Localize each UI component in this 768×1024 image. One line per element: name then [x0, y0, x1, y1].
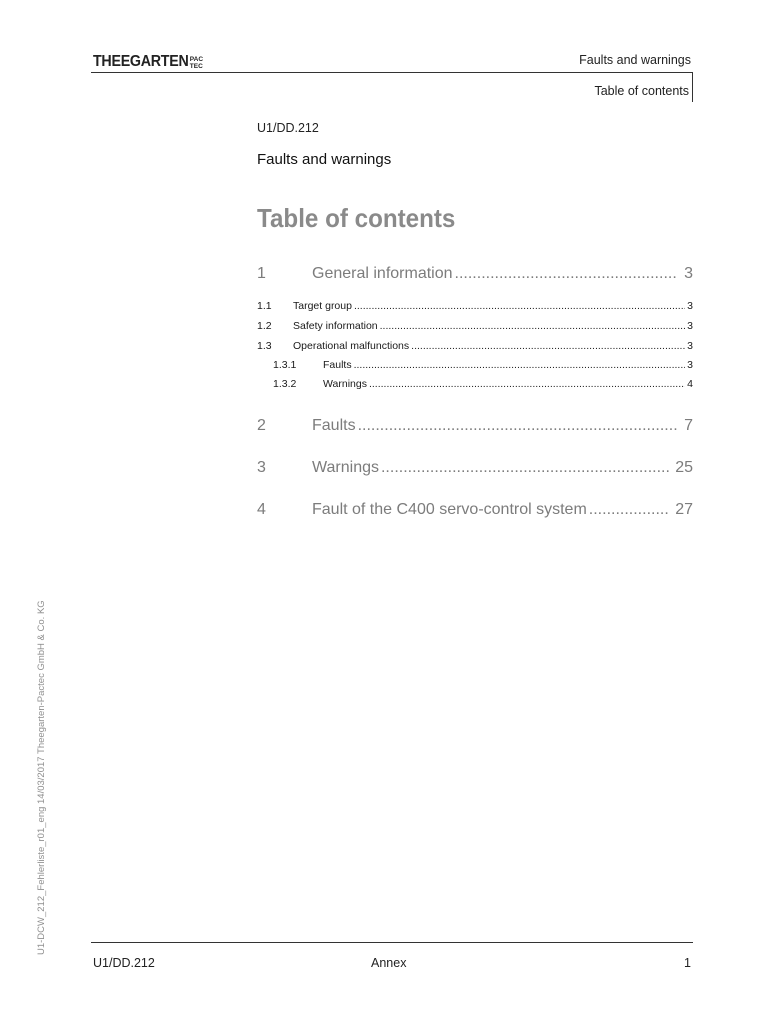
toc-entry-page: 3: [684, 265, 693, 282]
toc-entry-title: Target group: [293, 300, 352, 312]
header-subtitle: Table of contents: [594, 84, 689, 98]
document-id: U1/DD.212: [257, 121, 319, 135]
toc-entry-title: Operational malfunctions: [293, 340, 410, 352]
logo-suffix-bottom: TEC: [189, 62, 203, 70]
toc-dot-leader: [369, 378, 685, 390]
toc-entry-number: 1.3: [257, 340, 272, 352]
toc-entry-number: 1.3.2: [273, 378, 297, 390]
toc-entry-number: 1: [257, 265, 266, 282]
footer-document-id: U1/DD.212: [93, 956, 155, 970]
toc-entry-title: Warnings: [323, 378, 367, 390]
toc-entry-title: Faults: [323, 359, 352, 371]
toc-entry-title: Fault of the C400 servo-control system: [312, 501, 587, 518]
logo-wordmark: THEEGARTEN: [93, 53, 189, 70]
toc-entry-number: 1.3.1: [273, 359, 297, 371]
toc-entry-title: General information: [312, 265, 453, 282]
toc-entry-3[interactable]: [257, 459, 693, 477]
toc-entry-page: 7: [684, 417, 693, 434]
toc-dot-leader: [455, 265, 679, 283]
footer-page-number: 1: [684, 956, 691, 970]
toc-entry-title: Faults: [312, 417, 356, 434]
toc-entry-page: 3: [687, 340, 693, 352]
toc-entry-1-2[interactable]: [257, 320, 693, 332]
toc-entry-page: 3: [687, 300, 693, 312]
toc-entry-number: 4: [257, 501, 266, 518]
toc-entry-4[interactable]: [257, 501, 693, 519]
company-logo: [93, 54, 203, 70]
toc-entry-number: 3: [257, 459, 266, 476]
toc-dot-leader: [354, 359, 686, 371]
header-vertical-divider: [692, 72, 693, 102]
toc-entry-1[interactable]: [257, 265, 693, 283]
toc-entry-1-1[interactable]: [257, 300, 693, 312]
toc-entry-1-3-1[interactable]: [257, 359, 693, 371]
toc-entry-page: 3: [687, 320, 693, 332]
header-divider: [91, 72, 693, 73]
toc-dot-leader: [358, 417, 679, 435]
footer-section: Annex: [371, 956, 407, 970]
toc-entry-number: 2: [257, 417, 266, 434]
toc-entry-number: 1.2: [257, 320, 272, 332]
header-title: Faults and warnings: [579, 53, 691, 67]
toc-entry-page: 3: [687, 359, 693, 371]
toc-dot-leader: [411, 340, 685, 352]
document-title: Faults and warnings: [257, 151, 392, 168]
toc-dot-leader: [589, 501, 669, 519]
toc-entry-2[interactable]: [257, 417, 693, 435]
toc-entry-page: 27: [675, 501, 693, 518]
logo-suffix-top: PAC: [189, 56, 204, 63]
toc-dot-leader: [354, 300, 685, 312]
toc-dot-leader: [381, 459, 669, 477]
toc-entry-title: Safety information: [293, 320, 378, 332]
document-reference-note: U1-DCW_212_Fehlerliste_r01_eng 14/03/2017 Theegarten-Pactec GmbH & Co. KG: [36, 600, 47, 955]
toc-entry-1-3-2[interactable]: [257, 378, 693, 390]
toc-dot-leader: [380, 320, 686, 332]
toc-entry-page: 25: [675, 459, 693, 476]
toc-entry-title: Warnings: [312, 459, 379, 476]
footer-divider: [91, 942, 693, 943]
toc-entry-number: 1.1: [257, 300, 272, 312]
logo-suffix: [190, 57, 203, 70]
toc-entry-1-3[interactable]: [257, 340, 693, 352]
toc-entry-page: 4: [687, 378, 693, 390]
toc-heading: Table of contents: [257, 203, 456, 233]
